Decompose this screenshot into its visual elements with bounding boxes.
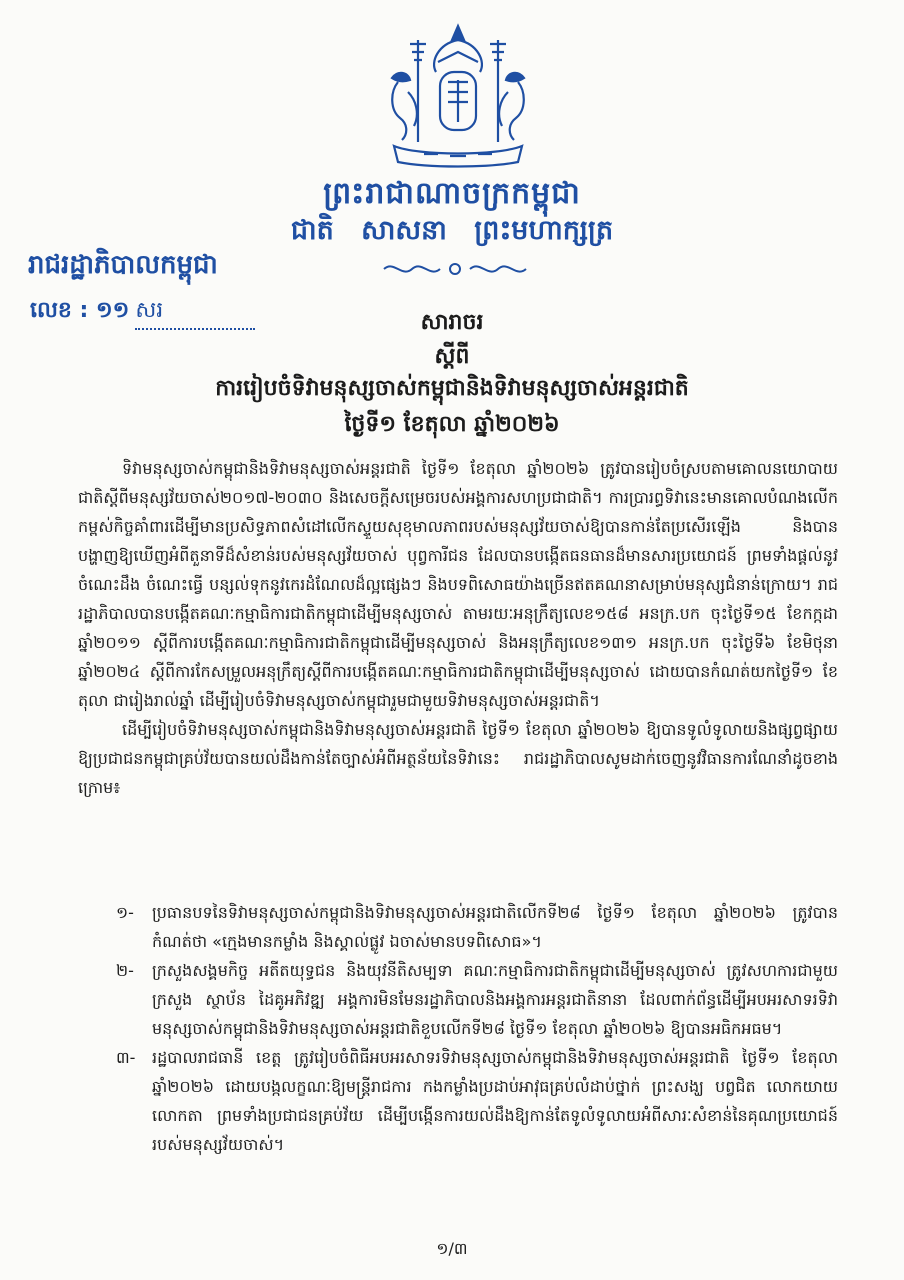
list-item-number: ១- bbox=[116, 903, 134, 922]
measures-list bbox=[116, 898, 838, 1159]
list-item-text: រដ្ឋបាលរាជធានី ខេត្ត ត្រូវរៀបចំពិធីអបអរសាទរទិវាមនុស្សចាស់កម្ពុជានិងទិវាមនុស្សចាស់អន្តរជាតិ ថ្ងៃទី១ ខែតុលា ឆ្នាំ២០២៦ ដោយបង្កលក្ខណៈឱ្យមន្ត្រីរាជការ កងកម្លាំងប្រដាប់អាវុធគ្រប់លំដាប់ថ្នាក់ ព្រះសង្ឃ បព្វជិត លោកយាយ លោកតា ព្រមទាំងប្រជាជនគ្រប់វ័យ ដើម្បីបង្កើនការយល់ដឹងឱ្យកាន់តែទូលំទូលាយអំពីសារៈសំខាន់នៃគុណប្រយោជន៍របស់មនុស្សវ័យចាស់។ bbox=[152, 1048, 839, 1154]
paragraph-intro: ទិវាមនុស្សចាស់កម្ពុជានិងទិវាមនុស្សចាស់អន្តរជាតិ ថ្ងៃទី១ ខែតុលា ឆ្នាំ២០២៦ ត្រូវបានរៀបចំស្របតាមគោលនយោបាយជាតិស្តីពីមនុស្សវ័យចាស់២០១៧-២០៣០ និងសេចក្តីសម្រេចរបស់អង្គការសហប្រជាជាតិ។ ការប្រារព្ធទិវានេះមានគោលបំណងលើកកម្ពស់កិច្ចគាំពារដើម្បីមានប្រសិទ្ធភាពសំដៅលើកស្ទួយសុខុមាលភាពរបស់មនុស្សវ័យចាស់ឱ្យបានកាន់តែប្រសើរឡើង និងបានបង្ហាញឱ្យឃើញអំពីតួនាទីដ៏សំខាន់របស់មនុស្សវ័យចាស់ បុព្វការីជន ដែលបានបង្កើតធនធានដ៏មានសារប្រយោជន៍ ព្រមទាំងផ្តល់នូវចំណេះដឹង ចំណេះធ្វើ បន្សល់ទុកនូវកេរដំណែលដ៏ល្អផ្សេងៗ និងបទពិសោធយ៉ាងច្រើនឥតគណនាសម្រាប់មនុស្សជំនាន់ក្រោយ។ រាជរដ្ឋាភិបាលបានបង្កើតគណៈកម្មាធិការជាតិកម្ពុជាដើម្បីមនុស្សចាស់ តាមរយៈអនុក្រឹត្យលេខ១៥៨ អនក្រ.បក ចុះថ្ងៃទី១៥ ខែកក្កដា ឆ្នាំ២០១១ ស្តីពីការបង្កើតគណៈកម្មាធិការជាតិកម្ពុជាដើម្បីមនុស្សចាស់ និងអនុក្រឹត្យលេខ១៣១ អនក្រ.បក ចុះថ្ងៃទី៦ ខែមិថុនា ឆ្នាំ២០២៤ ស្តីពីការកែសម្រួលអនុក្រឹត្យស្តីពីការបង្កើតគណៈកម្មាធិការជាតិកម្ពុជាដើម្បីមនុស្សចាស់ ដោយបានកំណត់យកថ្ងៃទី១ ខែតុលា ជារៀងរាល់ឆ្នាំ ដើម្បីរៀបចំទិវាមនុស្សចាស់កម្ពុជារួមជាមួយទិវាមនុស្សចាស់អន្តរជាតិ។ bbox=[78, 459, 838, 710]
list-item bbox=[116, 898, 838, 956]
document-subject: ការរៀបចំទិវាមនុស្សចាស់កម្ពុជានិងទិវាមនុស្សចាស់អន្តរជាតិ bbox=[215, 376, 689, 401]
body-text bbox=[78, 454, 838, 802]
document-date: ថ្ងៃទី១ ខែតុលា ឆ្នាំ២០២៦ bbox=[344, 412, 560, 437]
page-number: ១/៣ bbox=[436, 1239, 468, 1258]
list-item-text: ក្រសួងសង្គមកិច្ច អតីតយុទ្ធជន និងយុវនីតិសម្បទា គណៈកម្មាធិការជាតិកម្ពុជាដើម្បីមនុស្សចាស់ ត្រូវសហការជាមួយក្រសួង ស្ថាប័ន ដៃគូអភិវឌ្ឍ អង្គការមិនមែនរដ្ឋាភិបាលនិងអង្គការអន្តរជាតិនានា ដែលពាក់ព័ន្ធដើម្បីអបអរសាទរទិវាមនុស្សចាស់កម្ពុជានិងទិវាមនុស្សចាស់អន្តរជាតិខួបលើកទី២៨ ថ្ងៃទី១ ខែតុលា ឆ្នាំ២០២៦ ឱ្យបានអធិកអធម។ bbox=[152, 961, 838, 1038]
motto-nation: ជាតិ bbox=[290, 215, 334, 246]
document-type-heading: សារាចរ bbox=[420, 310, 484, 335]
motto-king: ព្រះមហាក្សត្រ bbox=[474, 215, 614, 246]
ornamental-divider-icon bbox=[380, 258, 530, 280]
list-item bbox=[116, 956, 838, 1043]
paragraph-measures: ដើម្បីរៀបចំទិវាមនុស្សចាស់កម្ពុជានិងទិវាមនុស្សចាស់អន្តរជាតិ ថ្ងៃទី១ ខែតុលា ឆ្នាំ២០២៦ ឱ្យបានទូលំទូលាយនិងផ្សព្វផ្សាយឱ្យប្រជាជនកម្ពុជាគ្រប់វ័យបានយល់ដឹងកាន់តែច្បាស់អំពីអត្ថន័យនៃទិវានេះ រាជរដ្ឋាភិបាលសូមដាក់ចេញនូវវិធានការណែនាំដូចខាងក្រោម៖ bbox=[78, 720, 838, 797]
issuing-government: រាជរដ្ឋាភិបាលកម្ពុជា bbox=[28, 250, 218, 280]
kingdom-name: ព្រះរាជាណាចក្រកម្ពុជា bbox=[323, 176, 581, 211]
motto-religion: សាសនា bbox=[361, 215, 447, 246]
reference-label: លេខ : ១១ bbox=[30, 298, 130, 323]
list-item-number: ២- bbox=[116, 961, 134, 980]
document-about-label: ស្តីពី bbox=[434, 344, 470, 369]
list-item-number: ៣- bbox=[116, 1048, 136, 1067]
list-item bbox=[116, 1043, 838, 1159]
list-item-text: ប្រធានបទនៃទិវាមនុស្សចាស់កម្ពុជានិងទិវាមនុស្សចាស់អន្តរជាតិលើកទី២៨ ថ្ងៃទី១ ខែតុលា ឆ្នាំ២០២៦ ត្រូវបានកំណត់ថា «ក្មេងមានកម្លាំង និងស្គាល់ផ្លូវ ឯចាស់មានបទពិសោធ»។ bbox=[152, 903, 838, 951]
reference-suffix: សរ bbox=[135, 296, 255, 330]
royal-coat-of-arms-emblem bbox=[378, 22, 538, 172]
